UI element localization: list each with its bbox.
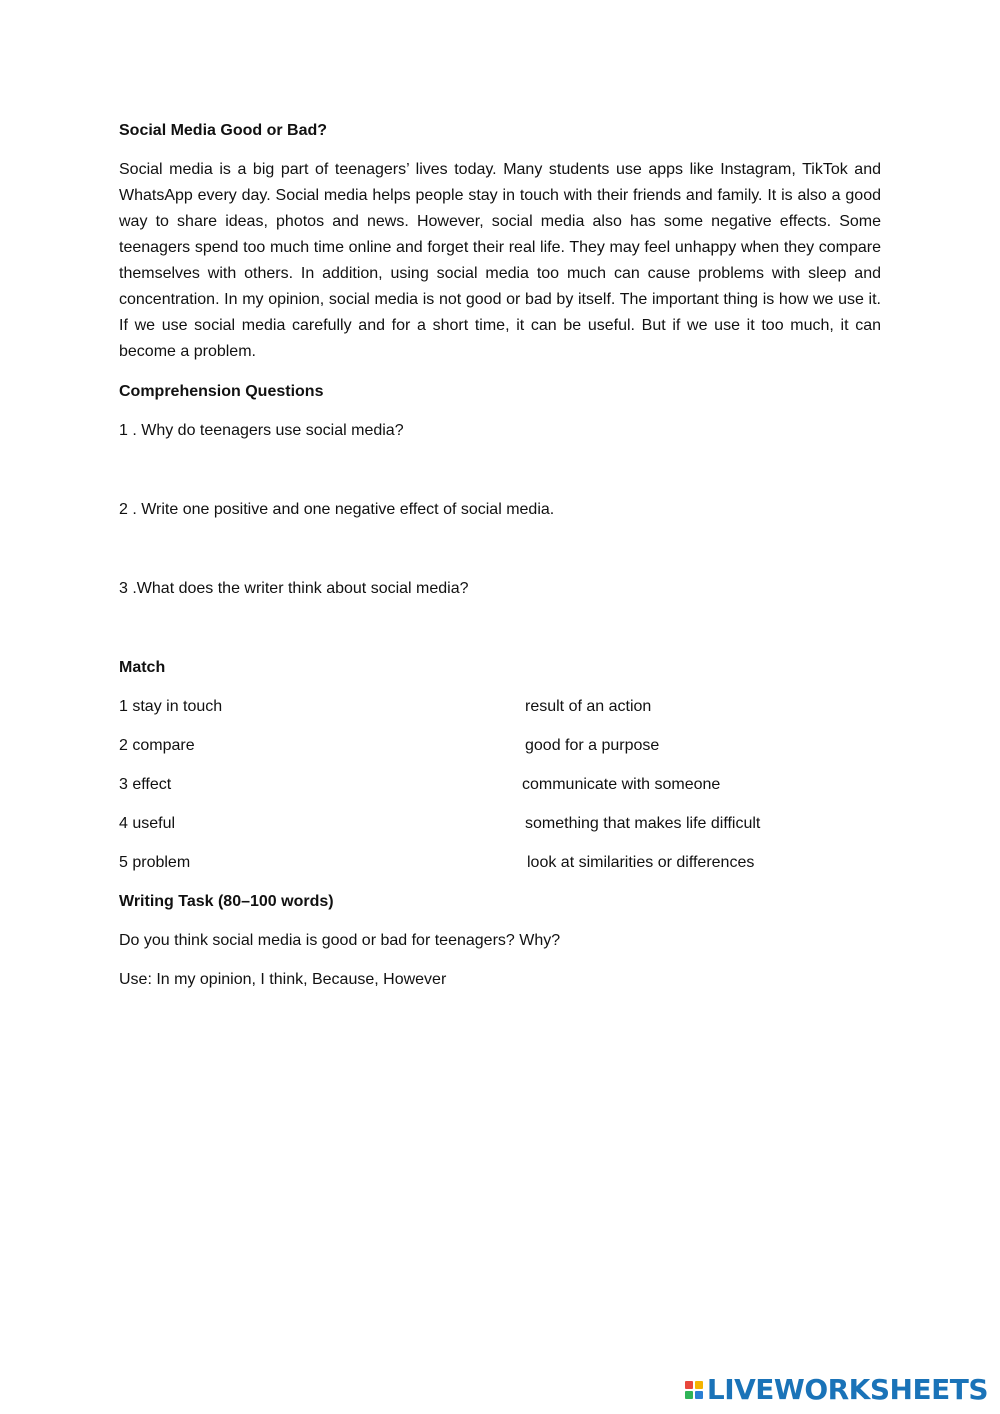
match-heading: Match — [119, 659, 166, 676]
match-definition: good for a purpose — [525, 737, 660, 754]
writing-heading: Writing Task (80–100 words) — [119, 893, 334, 910]
match-row — [119, 696, 881, 718]
question-1: 1 . Why do teenagers use social media? — [119, 422, 404, 439]
question-2: 2 . Write one positive and one negative effect of social media. — [119, 501, 555, 518]
match-row — [119, 852, 881, 874]
worksheet-page — [119, 120, 881, 1008]
logo-text: LIVEWORKSHEETS — [706, 1373, 988, 1406]
match-term: 4 useful — [119, 815, 176, 832]
logo-block — [695, 1391, 703, 1399]
match-term: 5 problem — [119, 854, 191, 871]
logo-block — [685, 1391, 693, 1399]
match-definition: something that makes life difficult — [525, 815, 761, 832]
match-term: 1 stay in touch — [119, 698, 223, 715]
match-row — [119, 735, 881, 757]
page-title: Social Media Good or Bad? — [119, 122, 328, 139]
match-row — [119, 774, 881, 796]
question-3: 3 .What does the writer think about social media? — [119, 580, 469, 597]
match-term: 3 effect — [119, 776, 172, 793]
logo-block — [695, 1381, 703, 1389]
writing-hint: Use: In my opinion, I think, Because, However — [119, 971, 447, 988]
logo-block — [685, 1381, 693, 1389]
match-definition: look at similarities or differences — [527, 854, 755, 871]
match-definition: result of an action — [525, 698, 652, 715]
match-row — [119, 813, 881, 835]
liveworksheets-logo — [685, 1373, 988, 1406]
logo-blocks-icon — [685, 1381, 703, 1399]
match-definition: communicate with someone — [522, 776, 721, 793]
writing-prompt: Do you think social media is good or bad for teenagers? Why? — [119, 932, 561, 949]
comprehension-heading: Comprehension Questions — [119, 383, 324, 400]
reading-paragraph: Social media is a big part of teenagers’ lives today. Many students use apps like Instagram, TikTok and WhatsApp every day. Social media helps people stay in touch with their friends and family. It is also a good way to share ideas, photos and news. However, social media also has some negative effects. Some teenagers spend too much time online and forget their real life. They may feel unhappy when they compare themselves with others. In addition, using social media too much can cause problems with sleep and concentration. In my opinion, social media is not good or bad by itself. The important thing is how we use it. If we use social media carefully and for a short time, it can be useful. But if we use it too much, it can become a problem. — [119, 161, 881, 360]
match-term: 2 compare — [119, 737, 195, 754]
